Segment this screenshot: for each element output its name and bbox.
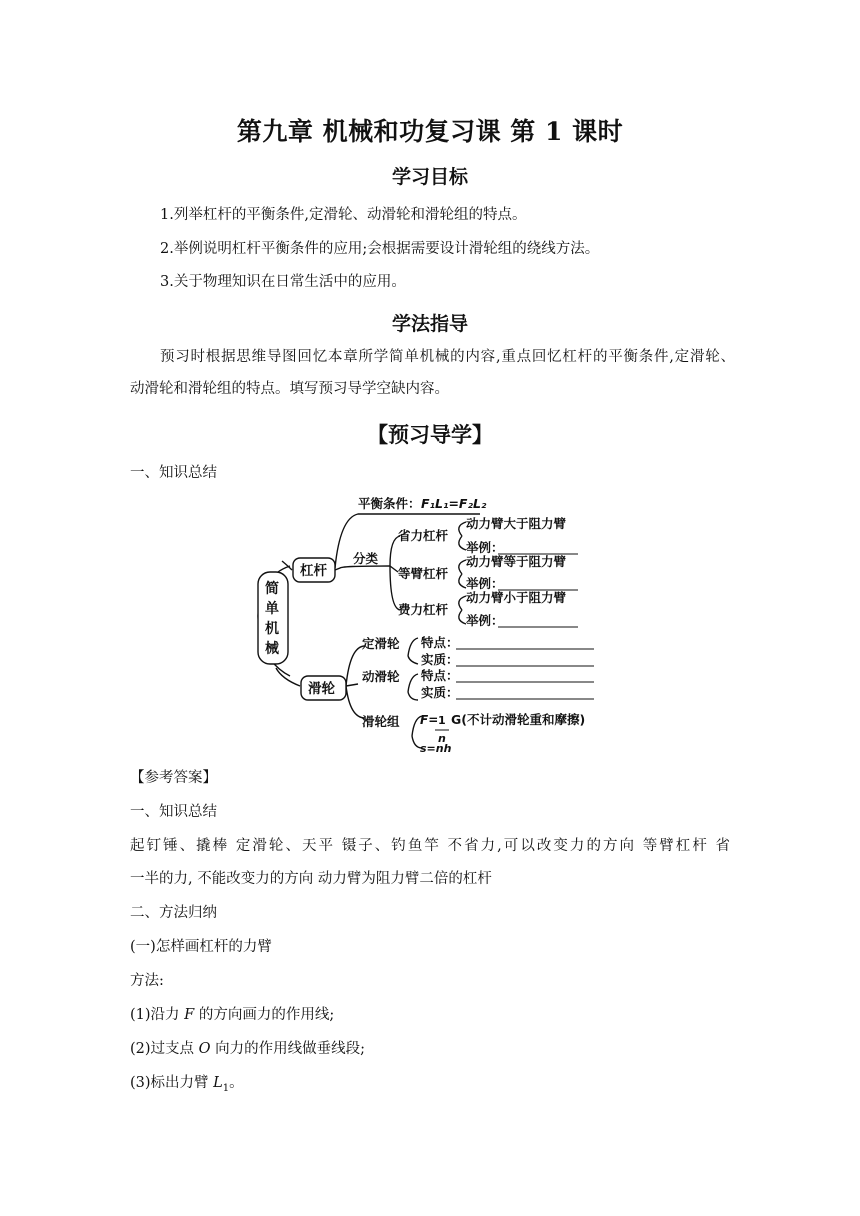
pulley-group-frac-num: 1 — [438, 714, 446, 727]
goal-item-1: 1.列举杠杆的平衡条件,定滑轮、动滑轮和滑轮组的特点。 — [160, 207, 527, 223]
method-step-2-a: (2)过支点 — [130, 1041, 199, 1057]
mindmap-diagram — [240, 486, 620, 752]
method-paragraph — [130, 341, 735, 405]
method-paragraph-line-2: 动滑轮和滑轮组的特点。填写预习导学空缺内容。 — [130, 381, 449, 397]
mindmap-balance-formula: F₁L₁=F₂L₂ — [421, 496, 487, 511]
goal-item-2: 2.举例说明杠杆平衡条件的应用;会根据需要设计滑轮组的绕线方法。 — [160, 241, 600, 257]
answers-heading: 【参考答案】 — [130, 770, 217, 786]
lever-type-3-example: 举例： — [466, 613, 504, 628]
lever-type-1-name: 省力杠杆 — [398, 528, 449, 543]
method-step-3-var: L — [213, 1075, 223, 1091]
pulley-group-s-formula: s=nh — [420, 742, 452, 752]
method-label: 方法: — [130, 973, 164, 989]
lever-type-3-name: 费力杠杆 — [398, 602, 449, 617]
goal-item-3: 3.关于物理知识在日常生活中的应用。 — [160, 274, 406, 290]
lever-type-2-name: 等臂杠杆 — [398, 566, 449, 581]
method-heading: 学法指导 — [391, 313, 468, 335]
method-paragraph-line-1: 预习时根据思维导图回忆本章所学简单机械的内容,重点回忆杠杆的平衡条件,定滑轮、 — [160, 349, 735, 365]
movable-pulley-feature: 特点： — [421, 668, 459, 683]
method-step-3-b: 。 — [229, 1075, 244, 1091]
pulley-group-frac-den: n — [438, 732, 446, 745]
method-step-1-b: 的方向画力的作用线; — [194, 1007, 335, 1023]
mindmap-root-char-3: 机 — [265, 621, 279, 637]
mindmap-root-char-1: 简 — [265, 581, 279, 597]
mindmap-root-char-4: 械 — [265, 641, 279, 657]
answers-line-1: 起钉锤、撬棒 定滑轮、天平 镊子、钓鱼竿 不省力,可以改变力的方向 等臂杠杆 省 — [130, 838, 730, 854]
lever-type-2-desc: 动力臂等于阻力臂 — [466, 554, 567, 569]
goals-heading: 学习目标 — [391, 166, 468, 188]
page-title: 第九章 机械和功复习课 第 1 课时 — [236, 117, 624, 146]
mindmap-root-char-2: 单 — [265, 601, 279, 617]
method-step-3 — [130, 1071, 244, 1094]
method-step-2-b: 向力的作用线做垂线段; — [210, 1041, 366, 1057]
method-step-3-a: (3)标出力臂 — [130, 1075, 214, 1091]
lever-type-2-example: 举例： — [466, 576, 504, 591]
preview-heading: 【预习导学】 — [367, 422, 493, 447]
method-step-1-a: (1)沿力 — [130, 1007, 185, 1023]
pulley-group-f-suffix: G(不计动滑轮重和摩擦) — [451, 712, 586, 727]
answers-section-2: 二、方法归纳 — [130, 905, 217, 921]
fixed-pulley-feature: 特点： — [421, 635, 459, 650]
method-step-2-var: O — [198, 1041, 211, 1057]
mindmap-fixed-pulley: 定滑轮 — [362, 636, 400, 651]
answers-sub-1: (一)怎样画杠杆的力臂 — [130, 939, 272, 955]
mindmap-classify: 分类 — [353, 551, 379, 566]
fixed-pulley-essence: 实质： — [421, 652, 459, 667]
mindmap-lever: 杠杆 — [300, 563, 327, 579]
lever-type-3-desc: 动力臂小于阻力臂 — [466, 590, 567, 605]
method-step-2 — [130, 1037, 365, 1058]
mindmap-pulley: 滑轮 — [308, 681, 335, 697]
answers-section-1: 一、知识总结 — [130, 804, 217, 820]
mindmap-movable-pulley: 动滑轮 — [362, 669, 400, 684]
lever-type-1-desc: 动力臂大于阻力臂 — [466, 516, 567, 531]
method-step-3-sub: 1 — [222, 1082, 230, 1094]
movable-pulley-essence: 实质： — [421, 685, 459, 700]
mindmap-pulley-group: 滑轮组 — [362, 714, 400, 729]
lever-type-1-example: 举例： — [466, 540, 504, 555]
method-step-1-var: F — [184, 1007, 195, 1023]
answers-line-2: 一半的力, 不能改变力的方向 动力臂为阻力臂二倍的杠杆 — [130, 871, 492, 887]
preview-section-1: 一、知识总结 — [130, 465, 217, 481]
mindmap-balance-label: 平衡条件： — [358, 496, 421, 511]
pulley-group-f-prefix: F= — [420, 713, 439, 727]
method-step-1 — [130, 1003, 334, 1024]
